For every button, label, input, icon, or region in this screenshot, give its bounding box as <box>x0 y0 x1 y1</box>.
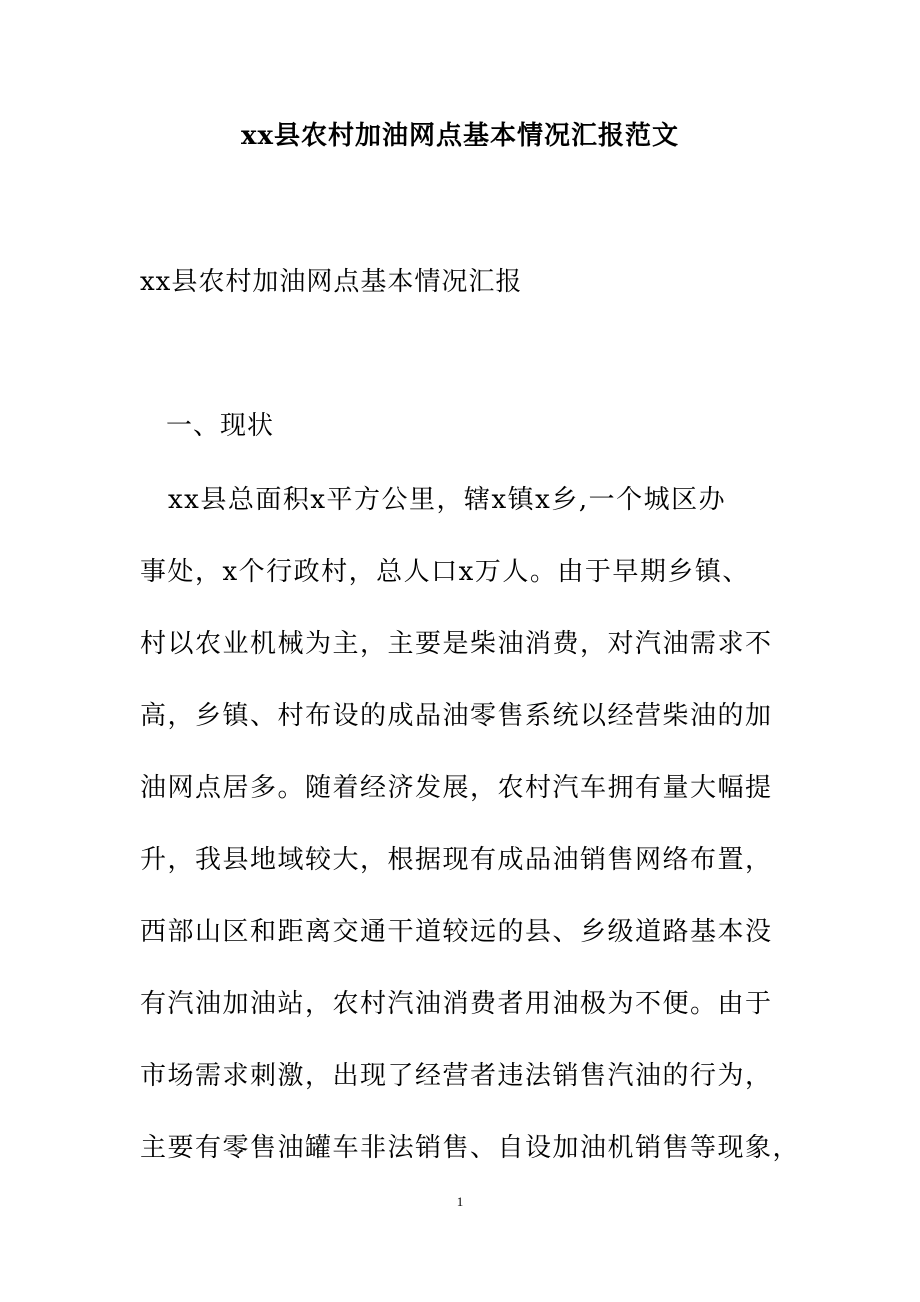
document-subtitle: xx县农村加油网点基本情况汇报 <box>140 267 523 297</box>
paragraph-line: 有汽油加油站，农村汽油消费者用油极为不便。由于 <box>140 989 773 1019</box>
paragraph-line: 事处，x个行政村，总人口x万人。由于早期乡镇、 <box>140 557 750 587</box>
paragraph-line: xx县总面积x平方公里，辖x镇x乡,一个城区办 <box>168 485 727 515</box>
paragraph-line: 村以农业机械为主，主要是柴油消费，对汽油需求不 <box>140 629 773 659</box>
paragraph-line: 升，我县地域较大，根据现有成品油销售网络布置， <box>140 845 773 875</box>
paragraph-line: 高，乡镇、村布设的成品油零售系统以经营柴油的加 <box>140 701 773 731</box>
body-paragraph <box>140 478 800 1198</box>
section-heading: 一、现状 <box>166 411 275 441</box>
paragraph-line: 油网点居多。随着经济发展，农村汽车拥有量大幅提 <box>140 773 773 803</box>
paragraph-line: 主要有零售油罐车非法销售、自设加油机销售等现象， <box>140 1133 801 1163</box>
paragraph-line: 西部山区和距离交通干道较远的县、乡级道路基本没 <box>140 917 773 947</box>
paragraph-line: 市场需求刺激，出现了经营者违法销售汽油的行为， <box>140 1061 773 1091</box>
page-number: 1 <box>456 1194 464 1209</box>
document-title: xx县农村加油网点基本情况汇报范文 <box>240 121 679 151</box>
